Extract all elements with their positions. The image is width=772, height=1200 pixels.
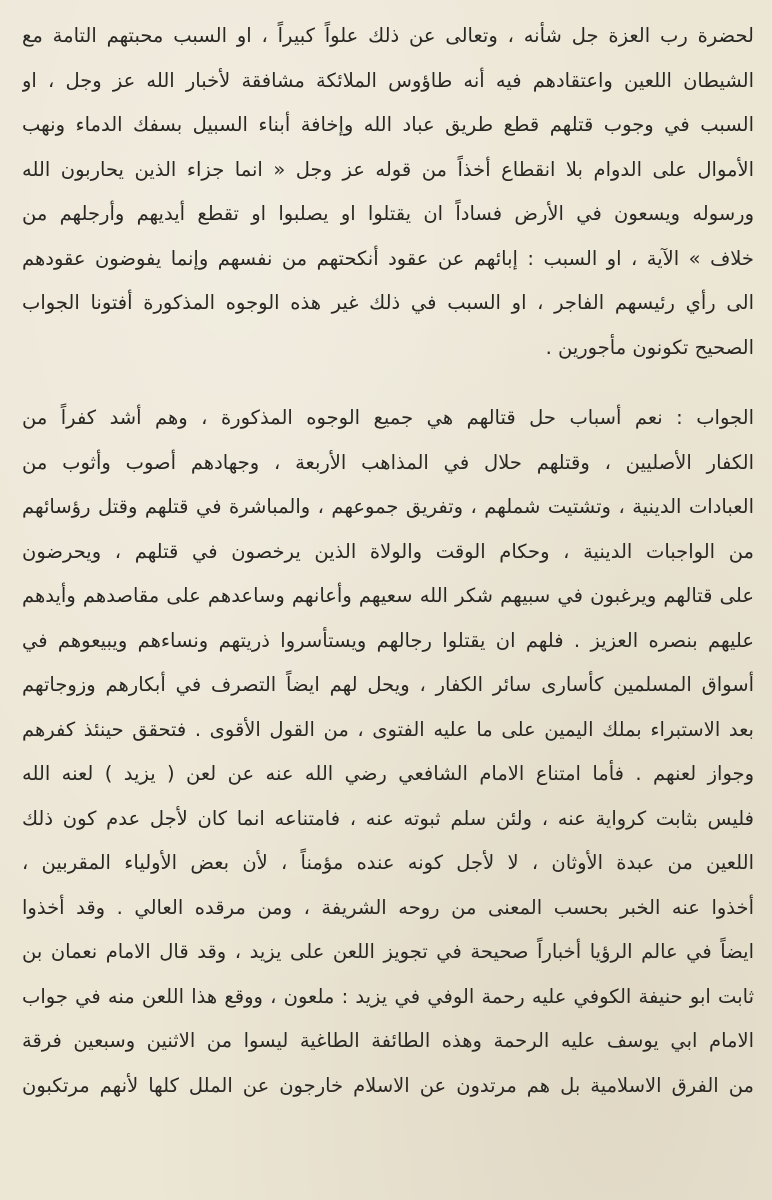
text-line: الى رأي رئيسهم الفاجر ، او السبب في ذلك غير هذه الوجوه المذكورة أفتونا الجواب	[22, 291, 754, 314]
text-line: الشيطان اللعين واعتقادهم فيه أنه طاؤوس الملائكة مشافقة لأخبار الله عز وجل ، او	[22, 68, 754, 92]
text-line: وجواز لعنهم . فأما امتناع الامام الشافعي رضي الله عنه عن لعن ( يزيد ) لعنه الله	[22, 762, 754, 785]
text-line: الامام ابي يوسف عليه الرحمة وهذه الطائفة الطاغية ليسوا من الاثنين وسبعين فرقة	[22, 1029, 754, 1052]
text-line: الأموال على الدوام بلا انقطاع أخذاً من قوله عز وجل « انما جزاء الذين يحاربون الله	[22, 157, 754, 181]
text-line: من الواجبات الدينية ، وحكام الوقت والولاة الذين يرخصون في قتلهم ، ويحرضون	[22, 539, 754, 563]
arabic-text-body	[22, 14, 754, 1108]
text-line: اللعين من عبدة الأوثان ، لا لأجل كونه عنده مؤمناً ، لأن بعض الأولياء المقربين ،	[22, 851, 754, 874]
text-line: خلاف » الآية ، او السبب : إبائهم عن عقود أنكحتهم من نفسهم وإنما يفوضون عقودهم	[22, 246, 754, 270]
text-line: الكفار الأصليين ، وقتلهم حلال في المذاهب الأربعة ، وجهادهم أصوب وأثوب من	[22, 450, 754, 474]
text-line: السبب في وجوب قتلهم قطع طريق عباد الله وإخافة أبناء السبيل بسفك الدماء ونهب	[22, 113, 754, 136]
text-line: ورسوله ويسعون في الأرض فساداً ان يقتلوا او يصلبوا او تقطع أيديهم وأرجلهم من	[22, 202, 754, 225]
text-line: أسواق المسلمين كأسارى سائر الكفار ، ويحل لهم ايضاً التصرف في أبكارهم وزوجاتهم	[22, 673, 754, 696]
answer-paragraph	[22, 396, 754, 1108]
paragraph-gap	[22, 370, 754, 396]
text-line: عليهم بنصره العزيز . فلهم ان يقتلوا رجالهم ويستأسروا ذريتهم ونساءهم ويبيعوهم في	[22, 628, 754, 652]
text-line: على قتالهم ويرغبون في سبيهم شكر الله سعيهم وأعانهم وساعدهم على مقاصدهم وأيدهم	[22, 584, 754, 607]
question-paragraph	[22, 14, 754, 370]
text-line: العبادات الدينية ، وتشتيت شملهم ، وتفريق جموعهم ، والمباشرة في قتلهم وقتل رؤسائهم	[22, 495, 754, 518]
text-line: أخذوا عنه الخبر بحسب المعنى من روحه الشريفة ، ومن مرقده العالي . وقد أخذوا	[22, 895, 754, 919]
text-line: فليس بثابت كرواية عنه ، ولئن سلم ثبوته عنه ، فامتناعه انما كان لأجل عدم كون ذلك	[22, 806, 754, 830]
text-line: من الفرق الاسلامية بل هم مرتدون عن الاسلام خارجون عن الملل كلها لأنهم مرتكبون	[22, 1073, 754, 1097]
text-line: بعد الاستبراء بملك اليمين على ما عليه الفتوى ، من القول الأقوى . فتحقق حينئذ كفرهم	[22, 717, 754, 741]
text-line: الجواب : نعم أسباب حل قتالهم هي جميع الوجوه المذكورة ، وهم أشد كفراً من	[22, 406, 754, 429]
text-line: ايضاً في عالم الرؤيا أخباراً صحيحة في تجويز اللعن على يزيد ، وقد قال الامام نعمان بن	[22, 940, 754, 963]
text-line: لحضرة رب العزة جل شأنه ، وتعالى عن ذلك علواً كبيراً ، او السبب محبتهم التامة مع	[22, 24, 754, 47]
text-line: الصحيح تكونون مأجورين .	[545, 335, 754, 359]
text-line: ثابت ابو حنيفة الكوفي عليه رحمة الوفي في يزيد : ملعون ، ووقع هذا اللعن منه في جواب	[22, 984, 754, 1008]
